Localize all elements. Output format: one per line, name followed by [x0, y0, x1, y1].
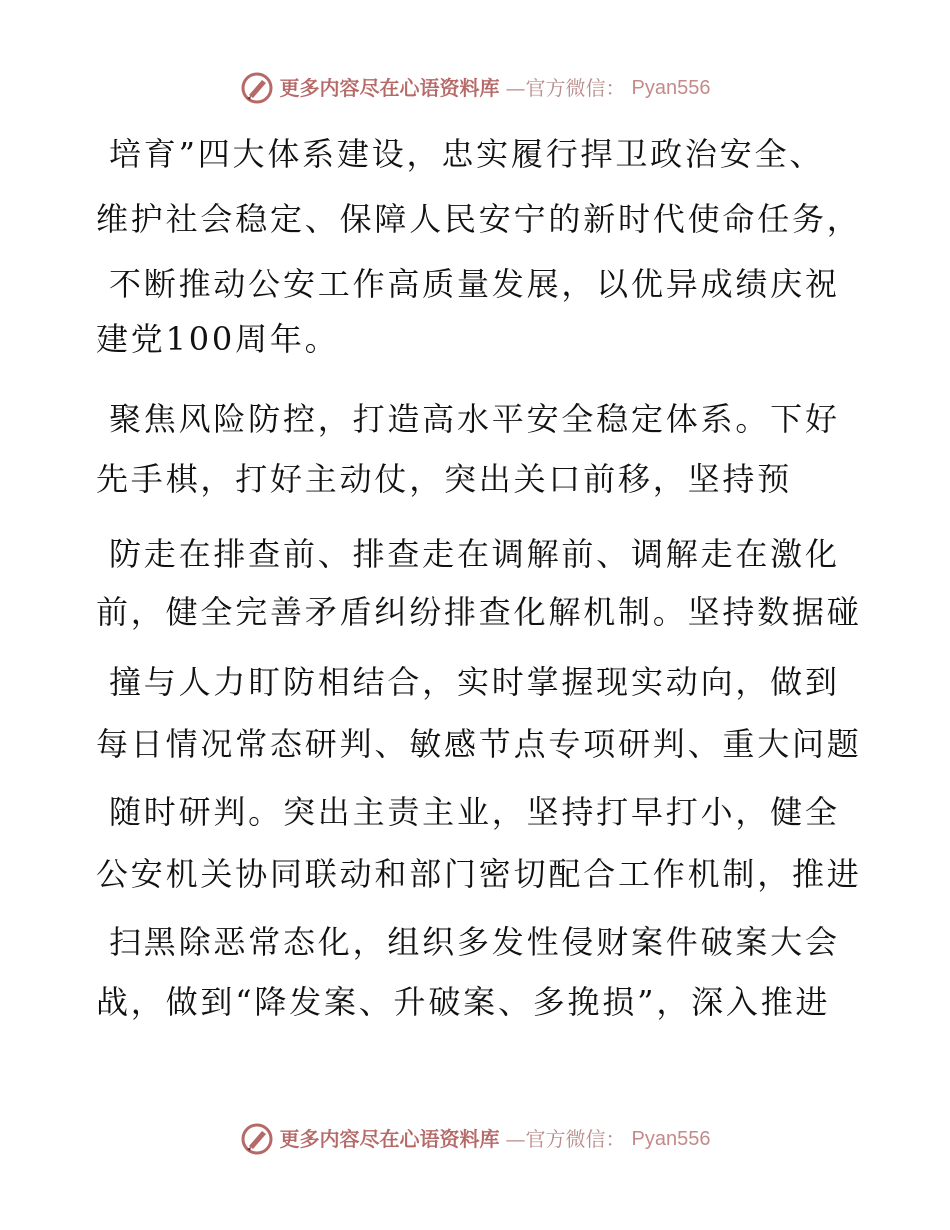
header-watermark	[0, 68, 950, 108]
body-text-line: 前，健全完善矛盾纠纷排查化解机制。坚持数据碰	[96, 593, 862, 631]
body-text-line: 随时研判。突出主责主业，坚持打早打小，健全	[96, 793, 840, 831]
pen-seal-icon	[240, 71, 274, 105]
body-text-line: 先手棋，打好主动仗，突出关口前移，坚持预	[96, 460, 793, 498]
watermark-wechat-id: Pyan556	[631, 77, 711, 99]
watermark-lead-text: 更多内容尽在心语资料库	[279, 76, 500, 100]
watermark-tail-text: —官方微信：	[505, 76, 626, 100]
body-text-line: 不断推动公安工作高质量发展，以优异成绩庆祝	[96, 265, 840, 303]
body-text-line: 维护社会稳定、保障人民安宁的新时代使命任务，	[96, 200, 862, 238]
body-text-line: 扫黑除恶常态化，组织多发性侵财案件破案大会	[96, 923, 840, 961]
body-text-line: 防走在排查前、排查走在调解前、调解走在激化	[96, 535, 840, 573]
body-text-line: 培育”四大体系建设，忠实履行捍卫政治安全、	[96, 135, 825, 173]
body-text-line: 战，做到“降发案、升破案、多挽损”，深入推进	[96, 983, 831, 1021]
body-text-line: 建党100周年。	[96, 320, 340, 358]
body-text-line: 聚焦风险防控，打造高水平安全稳定体系。下好	[96, 400, 840, 438]
footer-watermark	[0, 1119, 950, 1159]
watermark-lead-text: 更多内容尽在心语资料库	[279, 1127, 500, 1151]
watermark-wechat-id: Pyan556	[631, 1128, 711, 1150]
pen-seal-icon	[240, 1122, 274, 1156]
body-text-line: 每日情况常态研判、敏感节点专项研判、重大问题	[96, 725, 862, 763]
body-text-line: 公安机关协同联动和部门密切配合工作机制，推进	[96, 855, 862, 893]
body-text-line: 撞与人力盯防相结合，实时掌握现实动向，做到	[96, 663, 840, 701]
watermark-tail-text: —官方微信：	[505, 1127, 626, 1151]
